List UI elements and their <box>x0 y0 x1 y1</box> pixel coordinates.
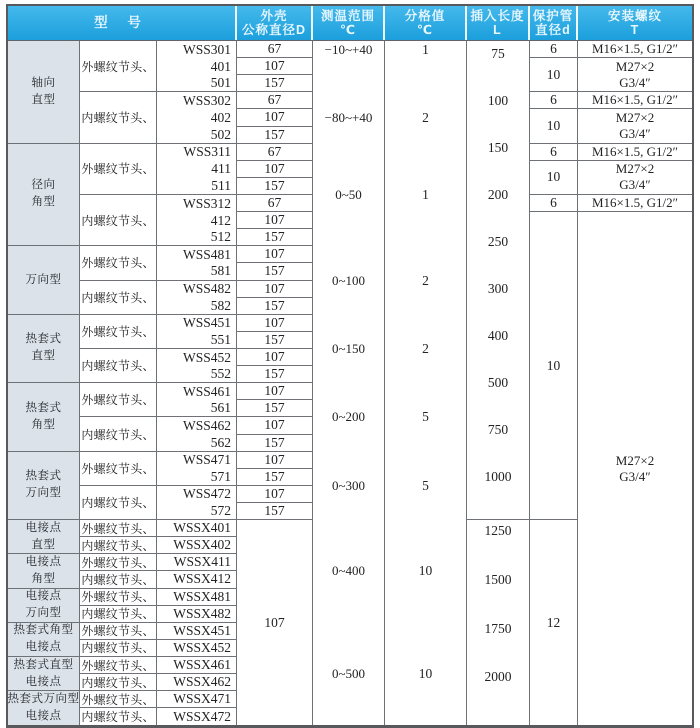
temp-range-cell: −10~+40 <box>313 41 385 58</box>
type-cell: 热套式直型 电接点 <box>8 657 80 691</box>
insertion-length-value: 200 <box>487 187 509 202</box>
type-cell: 热套式角型 电接点 <box>8 623 80 657</box>
shell-diameter-cell: 107 <box>237 246 313 263</box>
insertion-length-value: 75 <box>491 46 505 61</box>
type-cell: 径向 角型 <box>8 144 80 247</box>
model-cell: WSSX451 <box>157 623 237 640</box>
shell-diameter-cell: 107 <box>237 281 313 298</box>
model-cell: 502 <box>157 127 237 144</box>
model-cell: 562 <box>157 435 237 452</box>
division-value-cell: 10 <box>385 520 467 623</box>
shell-diameter-cell: 107 <box>237 383 313 400</box>
header-tube-diameter: 保护管 直径d <box>530 6 578 40</box>
shell-diameter-cell: 107 <box>237 212 313 229</box>
header-division-value: 分格值 ℃ <box>385 6 467 40</box>
temp-range-cell: −80~+40 <box>313 92 385 143</box>
joint-type-cell: 外螺纹节头、 <box>80 383 157 417</box>
model-cell: WSSX412 <box>157 571 237 588</box>
header-insertion-length: 插入长度 L <box>467 6 530 40</box>
joint-type-cell: 外螺纹节头、 <box>80 315 157 349</box>
model-cell: WSSX461 <box>157 657 237 674</box>
joint-type-cell: 内螺纹节头、 <box>80 708 157 725</box>
temp-range-cell: 0~100 <box>313 246 385 314</box>
model-cell: WSSX482 <box>157 606 237 623</box>
mounting-thread-cell: M27×2 G3/4″ <box>578 109 692 143</box>
shell-diameter-cell: 107 <box>237 417 313 434</box>
division-value-cell: 2 <box>385 246 467 314</box>
model-cell: 561 <box>157 400 237 417</box>
model-cell: WSS301 <box>157 41 237 58</box>
shell-diameter-cell: 157 <box>237 366 313 383</box>
shell-diameter-cell: 107 <box>237 109 313 126</box>
tube-diameter-cell: 6 <box>530 144 578 161</box>
model-cell: WSS302 <box>157 92 237 109</box>
model-cell: WSSX411 <box>157 554 237 571</box>
temp-range-cell: 0~200 <box>313 383 385 451</box>
shell-diameter-cell: 157 <box>237 127 313 144</box>
joint-type-cell: 内螺纹节头、 <box>80 486 157 520</box>
shell-diameter-cell: 107 <box>237 349 313 366</box>
joint-type-cell: 外螺纹节头、 <box>80 452 157 486</box>
model-cell: WSSX401 <box>157 520 237 537</box>
joint-type-cell: 内螺纹节头、 <box>80 571 157 588</box>
model-cell: 402 <box>157 109 237 126</box>
joint-type-cell: 外螺纹节头、 <box>80 144 157 195</box>
model-cell: WSS482 <box>157 281 237 298</box>
model-cell: 512 <box>157 229 237 246</box>
tube-diameter-cell: 10 <box>530 161 578 195</box>
model-cell: 412 <box>157 212 237 229</box>
model-cell: WSSX471 <box>157 691 237 708</box>
shell-diameter-cell: 67 <box>237 144 313 161</box>
model-cell: WSS481 <box>157 246 237 263</box>
insertion-length-cell <box>467 41 530 520</box>
division-value-cell: 1 <box>385 144 467 247</box>
temp-range-cell: 0~300 <box>313 452 385 520</box>
temp-range-cell: 0~150 <box>313 315 385 383</box>
mounting-thread-cell: M27×2 G3/4″ <box>578 161 692 195</box>
mounting-thread-cell: M16×1.5, G1/2″ <box>578 144 692 161</box>
type-cell: 热套式 角型 <box>8 383 80 451</box>
division-value-cell: 10 <box>385 623 467 726</box>
joint-type-cell: 外螺纹节头、 <box>80 589 157 606</box>
tube-diameter-cell: 6 <box>530 41 578 58</box>
shell-diameter-cell: 157 <box>237 75 313 92</box>
shell-diameter-cell: 157 <box>237 263 313 280</box>
shell-diameter-cell: 157 <box>237 178 313 195</box>
model-cell: 401 <box>157 58 237 75</box>
temp-range-cell: 0~400 <box>313 520 385 623</box>
model-cell: 581 <box>157 263 237 280</box>
type-cell: 电接点 角型 <box>8 554 80 588</box>
model-cell: 571 <box>157 469 237 486</box>
shell-diameter-cell: 157 <box>237 298 313 315</box>
joint-type-cell: 外螺纹节头、 <box>80 520 157 537</box>
model-cell: 501 <box>157 75 237 92</box>
model-cell: 511 <box>157 178 237 195</box>
model-cell: 411 <box>157 161 237 178</box>
shell-diameter-cell: 157 <box>237 435 313 452</box>
division-value-cell: 2 <box>385 92 467 143</box>
joint-type-cell: 内螺纹节头、 <box>80 92 157 143</box>
shell-diameter-cell: 157 <box>237 400 313 417</box>
model-cell: WSS312 <box>157 195 237 212</box>
joint-type-cell: 内螺纹节头、 <box>80 606 157 623</box>
shell-diameter-cell: 157 <box>237 229 313 246</box>
shell-diameter-cell: 107 <box>237 58 313 75</box>
header-shell-diameter: 外壳 公称直径D <box>237 6 313 40</box>
type-cell: 轴向 直型 <box>8 41 80 144</box>
division-value-cell: 1 <box>385 41 467 58</box>
header-temp-range: 测温范围 ℃ <box>313 6 385 40</box>
type-cell: 热套式 直型 <box>8 315 80 383</box>
spec-table <box>6 4 694 728</box>
insertion-length-value: 400 <box>487 328 509 343</box>
model-cell: WSS452 <box>157 349 237 366</box>
model-cell: 551 <box>157 332 237 349</box>
insertion-length-value: 500 <box>487 375 509 390</box>
joint-type-cell: 内螺纹节头、 <box>80 349 157 383</box>
header-mounting-thread: 安装螺纹 T <box>607 9 662 37</box>
temp-range-cell <box>313 58 385 92</box>
insertion-length-value: 250 <box>487 234 509 249</box>
insertion-length-cell <box>467 520 530 725</box>
model-cell: WSSX481 <box>157 589 237 606</box>
model-cell: WSS472 <box>157 486 237 503</box>
shell-diameter-cell: 107 <box>237 520 313 725</box>
tube-diameter-cell: 10 <box>530 58 578 92</box>
tube-diameter-cell: 10 <box>530 212 578 520</box>
shell-diameter-cell: 157 <box>237 469 313 486</box>
division-value-cell: 2 <box>385 315 467 383</box>
model-cell: WSS311 <box>157 144 237 161</box>
type-cell: 万向型 <box>8 246 80 314</box>
model-cell: WSS462 <box>157 417 237 434</box>
model-cell: WSSX462 <box>157 674 237 691</box>
joint-type-cell: 内螺纹节头、 <box>80 281 157 315</box>
mounting-thread-cell: M16×1.5, G1/2″ <box>578 41 692 58</box>
joint-type-cell: 外螺纹节头、 <box>80 41 157 92</box>
insertion-length-value: 2000 <box>484 669 512 685</box>
mounting-thread-cell: M16×1.5, G1/2″ <box>578 92 692 109</box>
shell-diameter-cell: 67 <box>237 41 313 58</box>
joint-type-cell: 外螺纹节头、 <box>80 623 157 640</box>
shell-diameter-cell: 67 <box>237 195 313 212</box>
joint-type-cell: 内螺纹节头、 <box>80 640 157 657</box>
division-value-cell: 5 <box>385 383 467 451</box>
insertion-length-value: 1500 <box>484 571 512 587</box>
type-cell: 热套式 万向型 <box>8 452 80 520</box>
model-cell: WSS461 <box>157 383 237 400</box>
insertion-length-value: 100 <box>487 93 509 108</box>
type-cell: 热套式万向型 电接点 <box>8 691 80 725</box>
model-cell: WSSX472 <box>157 708 237 725</box>
model-cell: 572 <box>157 503 237 520</box>
insertion-length-value: 150 <box>487 140 509 155</box>
temp-range-cell: 0~500 <box>313 623 385 726</box>
joint-type-cell: 外螺纹节头、 <box>80 554 157 571</box>
mounting-thread-cell: M27×2 G3/4″ <box>578 58 692 92</box>
header-model: 型 号 <box>8 6 237 40</box>
model-cell: WSSX402 <box>157 537 237 554</box>
shell-diameter-cell: 107 <box>237 452 313 469</box>
insertion-length-value: 1750 <box>484 620 512 636</box>
mounting-thread-cell: M16×1.5, G1/2″ <box>578 195 692 212</box>
temp-range-cell: 0~50 <box>313 144 385 247</box>
type-cell: 电接点 万向型 <box>8 589 80 623</box>
model-cell: WSSX452 <box>157 640 237 657</box>
shell-diameter-cell: 107 <box>237 486 313 503</box>
shell-diameter-cell: 107 <box>237 315 313 332</box>
joint-type-cell: 内螺纹节头、 <box>80 417 157 451</box>
shell-diameter-cell: 157 <box>237 503 313 520</box>
model-cell: WSS451 <box>157 315 237 332</box>
joint-type-cell: 内螺纹节头、 <box>80 195 157 246</box>
model-cell: WSS471 <box>157 452 237 469</box>
joint-type-cell: 外螺纹节头、 <box>80 246 157 280</box>
division-value-cell: 5 <box>385 452 467 520</box>
table-body <box>8 41 692 725</box>
tube-diameter-cell: 6 <box>530 92 578 109</box>
joint-type-cell: 外螺纹节头、 <box>80 657 157 674</box>
insertion-length-value: 1250 <box>484 523 512 539</box>
tube-diameter-cell: 10 <box>530 109 578 143</box>
shell-diameter-cell: 157 <box>237 332 313 349</box>
table-header-row <box>8 6 692 41</box>
insertion-length-value: 300 <box>487 281 509 296</box>
model-cell: 582 <box>157 298 237 315</box>
mounting-thread-cell: M27×2 G3/4″ <box>615 452 655 484</box>
division-value-cell <box>385 58 467 92</box>
joint-type-cell: 内螺纹节头、 <box>80 674 157 691</box>
joint-type-cell: 外螺纹节头、 <box>80 691 157 708</box>
shell-diameter-cell: 67 <box>237 92 313 109</box>
insertion-length-value: 750 <box>487 422 509 437</box>
shell-diameter-cell: 107 <box>237 161 313 178</box>
model-cell: 552 <box>157 366 237 383</box>
type-cell: 电接点 直型 <box>8 520 80 554</box>
joint-type-cell: 内螺纹节头、 <box>80 537 157 554</box>
tube-diameter-cell: 12 <box>530 520 578 725</box>
insertion-length-value: 1000 <box>484 469 512 484</box>
tube-diameter-cell: 6 <box>530 195 578 212</box>
